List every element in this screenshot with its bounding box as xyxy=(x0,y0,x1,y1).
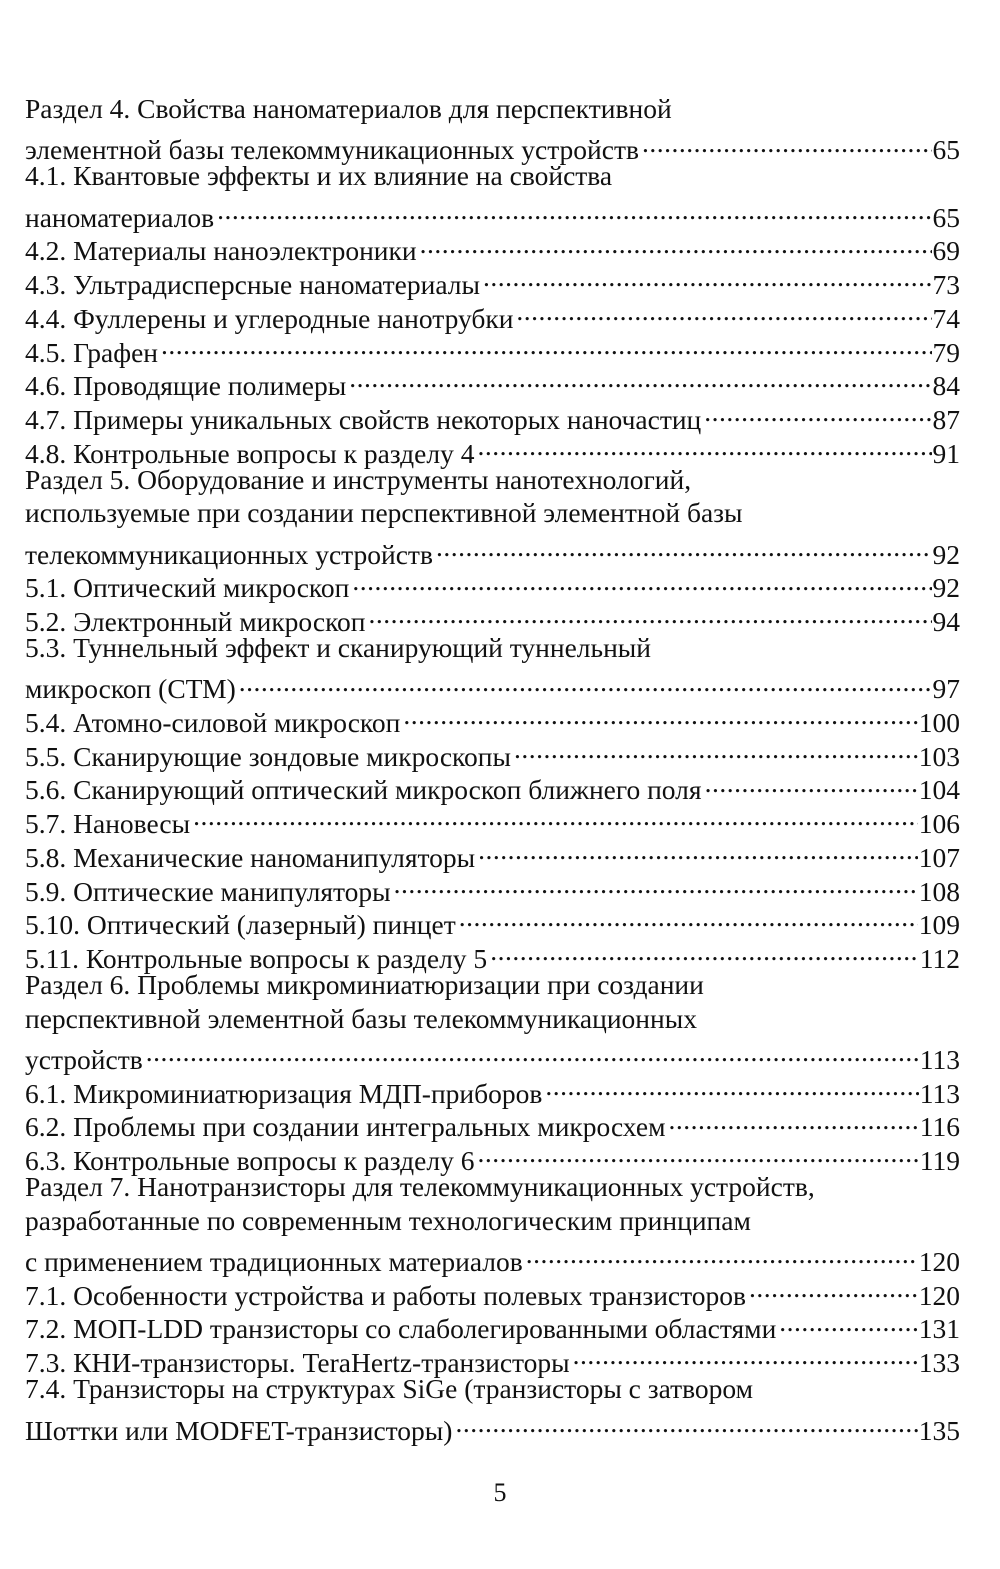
toc-entry-title-line: 5.11. Контрольные вопросы к разделу 5 xyxy=(25,942,488,974)
dot-leader xyxy=(349,362,931,396)
toc-entry xyxy=(25,463,960,570)
toc-page-ref: 100 xyxy=(918,707,960,739)
dot-leader xyxy=(394,867,918,901)
toc-entry-title-line: 4.5. Графен xyxy=(25,336,158,368)
toc-entry-title-line: 4.6. Проводящие полимеры xyxy=(25,370,347,402)
toc-entry-title-line: наноматериалов xyxy=(25,201,215,233)
toc-page-ref: 97 xyxy=(932,673,960,705)
dot-leader xyxy=(705,766,918,800)
dot-leader xyxy=(369,597,932,631)
dot-leader xyxy=(483,260,932,294)
toc-page-ref: 87 xyxy=(932,403,960,435)
dot-leader xyxy=(704,395,931,429)
toc-entry-title-line: 5.3. Туннельный эффект и сканирующий туннельный xyxy=(25,632,651,663)
toc-entry-title-line: с применением традиционных материалов xyxy=(25,1246,523,1278)
dot-leader xyxy=(573,1338,918,1372)
toc-entry-title-line: 6.2. Проблемы при создании интегральных микросхем xyxy=(25,1111,666,1143)
dot-leader xyxy=(161,328,932,362)
dot-leader xyxy=(478,833,918,867)
toc-entry xyxy=(25,1069,960,1109)
toc-page-ref: 73 xyxy=(932,269,960,301)
toc-entry-title-line: 5.2. Электронный микроскоп xyxy=(25,606,366,637)
toc-entry-title-line: 4.2. Материалы наноэлектроники xyxy=(25,235,417,267)
toc-page-ref: 113 xyxy=(919,1043,960,1075)
dot-leader xyxy=(455,1406,917,1440)
dot-leader xyxy=(239,665,932,699)
toc-entry xyxy=(25,328,960,368)
toc-entry-title-line: 5.7. Нановесы xyxy=(25,808,191,840)
toc-entry-title-line: разработанные по современным технологическим принципам xyxy=(25,1204,751,1236)
toc-entry xyxy=(25,1170,960,1278)
toc-entry-title-line: 6.3. Контрольные вопросы к разделу 6 xyxy=(25,1145,475,1176)
toc-entry-title-line: используемые при создании перспективной элементной базы xyxy=(25,497,743,529)
toc-entry xyxy=(25,92,960,166)
toc-entry-title-line: 4.8. Контрольные вопросы к разделу 4 xyxy=(25,437,475,469)
toc-page-ref: 74 xyxy=(932,302,960,334)
toc-entry xyxy=(25,362,960,402)
toc-entry-title-line: 4.7. Примеры уникальных свойств некоторых наночастиц xyxy=(25,403,702,435)
toc-entry-title-line: устройств xyxy=(25,1043,143,1075)
toc-entry-last-line xyxy=(25,362,960,402)
toc-page-ref: 94 xyxy=(932,606,960,637)
toc-page-ref: 135 xyxy=(918,1414,960,1446)
dot-leader xyxy=(477,429,931,463)
toc-page-ref: 109 xyxy=(918,909,960,941)
toc-entry-title-line: Шоттки или MODFET-транзисторы) xyxy=(25,1414,453,1446)
toc-entry xyxy=(25,1372,960,1446)
dot-leader xyxy=(436,530,932,564)
toc-entry xyxy=(25,968,960,1075)
toc-entry-title-line: микроскоп (СТМ) xyxy=(25,673,236,705)
toc-page-ref: 116 xyxy=(919,1111,960,1143)
toc-entry-title-line: телекоммуникационных устройств xyxy=(25,538,433,570)
toc-entry-last-line xyxy=(25,665,960,705)
dot-leader xyxy=(642,126,932,160)
toc-page-ref: 104 xyxy=(918,774,960,806)
toc-entry-title-line: 5.8. Механические наноманипуляторы xyxy=(25,841,476,873)
toc-page-ref: 131 xyxy=(918,1313,960,1345)
toc-entry-title-line: 7.1. Особенности устройства и работы полевых транзисторов xyxy=(25,1279,747,1311)
toc-entry-last-line xyxy=(25,1069,960,1109)
toc-page-ref: 65 xyxy=(932,201,960,233)
toc-entry-title-line: Раздел 7. Нанотранзисторы для телекоммуникационных устройств, xyxy=(25,1171,815,1202)
toc-page-ref: 106 xyxy=(918,808,960,840)
toc-entry-last-line xyxy=(25,1035,960,1075)
toc-entry-title-line: 7.3. КНИ-транзисторы. TeraHertz-транзисторы xyxy=(25,1347,570,1379)
toc-entry-last-line xyxy=(25,1406,960,1446)
toc-entry xyxy=(25,159,960,233)
toc-entry-title-line: 5.9. Оптические манипуляторы xyxy=(25,875,391,907)
toc-page-ref: 91 xyxy=(932,437,960,469)
table-of-contents xyxy=(25,92,960,1446)
toc-entry-title-line: 5.4. Атомно-силовой микроскоп xyxy=(25,707,401,739)
toc-entry-title-line: элементной базы телекоммуникационных устройств xyxy=(25,134,639,166)
toc-page-ref: 65 xyxy=(932,134,960,166)
dot-leader xyxy=(217,193,931,227)
dot-leader xyxy=(516,294,931,328)
toc-entry-title-line: Раздел 4. Свойства наноматериалов для перспективной xyxy=(25,93,672,124)
dot-leader xyxy=(490,934,919,968)
dot-leader xyxy=(779,1305,917,1339)
toc-page-ref: 84 xyxy=(932,370,960,402)
page-number: 5 xyxy=(493,1478,507,1507)
toc-page-ref: 103 xyxy=(918,740,960,772)
toc-entry-last-line xyxy=(25,193,960,233)
toc-page-ref: 120 xyxy=(918,1279,960,1311)
toc-entry-title-line: Раздел 6. Проблемы микроминиатюризации при создании xyxy=(25,968,704,1000)
dot-leader xyxy=(193,799,918,833)
toc-entry-title-line: 7.2. МОП-LDD транзисторы со слаболегированными областями xyxy=(25,1313,777,1345)
toc-entry-title-line: перспективной элементной базы телекоммуникационных xyxy=(25,1002,697,1034)
toc-entry-title-line: 6.1. Микроминиатюризация МДП-приборов xyxy=(25,1077,543,1109)
dot-leader xyxy=(403,698,917,732)
toc-entry-title-line: 7.4. Транзисторы на структурах SiGe (транзисторы с затвором xyxy=(25,1373,754,1405)
dot-leader xyxy=(459,901,918,935)
toc-page-ref: 119 xyxy=(919,1145,960,1176)
toc-page-ref: 112 xyxy=(919,942,960,974)
toc-entry-last-line xyxy=(25,530,960,570)
toc-entry-title-line: 5.5. Сканирующие зондовые микроскопы xyxy=(25,740,511,772)
toc-entry-title-line: 5.6. Сканирующий оптический микроскоп ближнего поля xyxy=(25,774,702,806)
toc-entry-title-line: 4.4. Фуллерены и углеродные нанотрубки xyxy=(25,302,514,334)
dot-leader xyxy=(749,1271,918,1305)
toc-page-ref: 113 xyxy=(919,1077,960,1109)
toc-entry-title-line: 4.3. Ультрадисперсные наноматериалы xyxy=(25,269,480,301)
toc-entry-title-line: 5.1. Оптический микроскоп xyxy=(25,572,350,604)
toc-page-ref: 92 xyxy=(932,572,960,604)
dot-leader xyxy=(352,564,931,598)
dot-leader xyxy=(146,1035,919,1069)
toc-page-ref: 69 xyxy=(932,235,960,267)
toc-entry-title-line: 5.10. Оптический (лазерный) пинцет xyxy=(25,909,456,941)
toc-entry-last-line xyxy=(25,1237,960,1278)
dot-leader xyxy=(526,1237,918,1271)
toc-page-ref: 92 xyxy=(932,538,960,570)
toc-page-ref: 79 xyxy=(932,336,960,368)
toc-entry-last-line xyxy=(25,328,960,368)
toc-entry-last-line xyxy=(25,126,960,166)
toc-entry-title-line: Раздел 5. Оборудование и инструменты нанотехнологий, xyxy=(25,463,692,495)
toc-page-ref: 107 xyxy=(918,841,960,873)
toc-page-ref: 120 xyxy=(918,1246,960,1278)
toc-entry-title-line: 4.1. Квантовые эффекты и их влияние на свойства xyxy=(25,160,613,192)
dot-leader xyxy=(420,227,932,261)
dot-leader xyxy=(668,1103,918,1137)
toc-entry xyxy=(25,631,960,705)
dot-leader xyxy=(514,732,918,766)
dot-leader xyxy=(545,1069,918,1103)
dot-leader xyxy=(477,1136,918,1170)
toc-page-ref: 133 xyxy=(918,1347,960,1379)
toc-page-ref: 108 xyxy=(918,875,960,907)
